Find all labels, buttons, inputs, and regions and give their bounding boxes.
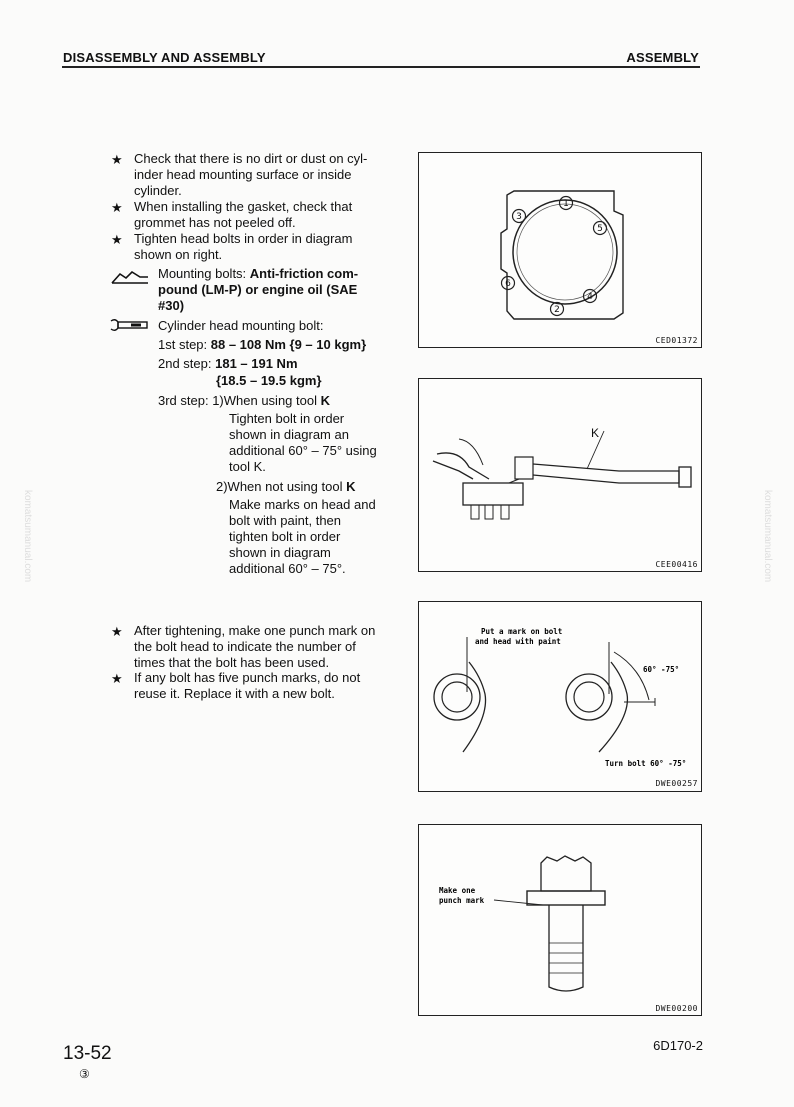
turn-label: Turn bolt 60° -75° [605,759,687,768]
note-line: When installing the gasket, check that [134,199,353,214]
figure-code: CEE00416 [655,560,698,569]
step3-without-tool-label [216,479,355,495]
watermark: komatsumanual.com [762,490,773,583]
angle-label: 60° -75° [643,665,680,674]
figure-code: DWE00200 [655,1004,698,1013]
step-line: Make marks on head and [229,497,376,512]
note-tighten-order [134,231,352,263]
figure-paint-mark [418,601,702,792]
step-line: tool K. [229,459,266,474]
torque-step2-kgm [216,373,322,389]
star-icon: ★ [111,232,123,247]
torque-step1 [158,337,366,353]
step-value: {18.5 – 19.5 kgm} [216,373,322,388]
step-line: tighten bolt in order [229,529,341,544]
tool-name: K [346,479,356,494]
mounting-compound: pound (LM-P) or engine oil (SAE [158,282,358,297]
note-line: inder head mounting surface or inside [134,167,352,182]
mounting-compound: #30) [158,298,185,313]
note-five-marks [134,670,360,702]
bolt-number: 1 [563,199,569,209]
step-label: 3rd step: 1)When using tool [158,393,321,408]
note-line: reuse it. Replace it with a new bolt. [134,686,335,701]
torque-title: Cylinder head mounting bolt: [158,318,324,333]
revision-mark: ③ [79,1067,90,1081]
note-punch-mark [134,623,375,671]
step-label: 1st step: [158,337,211,352]
paint-label: and head with paint [475,637,561,646]
paint-label: Put a mark on bolt [481,627,563,636]
bolt-number: 3 [516,212,522,222]
figure-punch-mark [418,824,702,1016]
paint-mark-diagram [419,602,701,791]
note-line: Tighten head bolts in order in diagram [134,231,353,246]
step-value: 88 – 108 Nm {9 – 10 kgm} [210,337,367,352]
star-icon: ★ [111,200,123,215]
star-icon: ★ [111,152,123,167]
header-rule [62,66,700,68]
note-line: shown on right. [134,247,223,262]
torque-step2 [158,356,298,372]
mounting-bolts-spec [158,266,358,314]
bolt-number: 2 [554,305,560,315]
note-line: times that the bolt has been used. [134,655,330,670]
head-gasket-diagram [419,153,701,347]
figure-tool-k [418,378,702,572]
tool-label: K [591,426,600,440]
punch-mark-diagram [419,825,701,1015]
step-value: 181 – 191 Nm [215,356,298,371]
note-line: grommet has not peeled off. [134,215,296,230]
page-number: 13-52 [63,1043,112,1064]
punch-label: punch mark [439,896,485,905]
step-line: shown in diagram an [229,427,349,442]
torque-wrench-icon [109,318,149,337]
figure-code: CED01372 [655,336,698,345]
step-label: 2)When not using tool [216,479,347,494]
note-line: cylinder. [134,183,182,198]
step3-without-tool [229,497,376,577]
model-number: 6D170-2 [653,1038,703,1053]
step-label: 2nd step: [158,356,216,371]
section-header: DISASSEMBLY AND ASSEMBLY [63,50,266,65]
star-icon: ★ [111,671,123,686]
watermark: komatsumanual.com [22,490,33,583]
lubricant-icon [110,268,150,291]
bolt-number: 6 [505,279,511,289]
mounting-prefix: Mounting bolts: [158,266,250,281]
step-line: additional 60° – 75°. [229,561,346,576]
bolt-number: 4 [587,292,593,302]
note-clean-surface [134,151,367,199]
note-line: If any bolt has five punch marks, do not [134,670,361,685]
step3-with-tool [229,411,377,475]
step-line: bolt with paint, then [229,513,342,528]
note-line: Check that there is no dirt or dust on cyl- [134,151,368,166]
bolt-number: 5 [597,224,603,234]
star-icon: ★ [111,624,123,639]
tool-name: K [320,393,330,408]
note-line: the bolt head to indicate the number of [134,639,356,654]
subsection-header: ASSEMBLY [626,50,699,65]
note-line: After tightening, make one punch mark on [134,623,376,638]
figure-bolt-order [418,152,702,348]
angle-tool-diagram [419,379,701,571]
step-line: Tighten bolt in order [229,411,345,426]
step-line: additional 60° – 75° using [229,443,377,458]
step-line: shown in diagram [229,545,331,560]
punch-label: Make one [439,886,476,895]
figure-code: DWE00257 [655,779,698,788]
mounting-compound: Anti-friction com- [249,266,359,281]
torque-step3 [158,393,330,409]
note-gasket [134,199,352,231]
